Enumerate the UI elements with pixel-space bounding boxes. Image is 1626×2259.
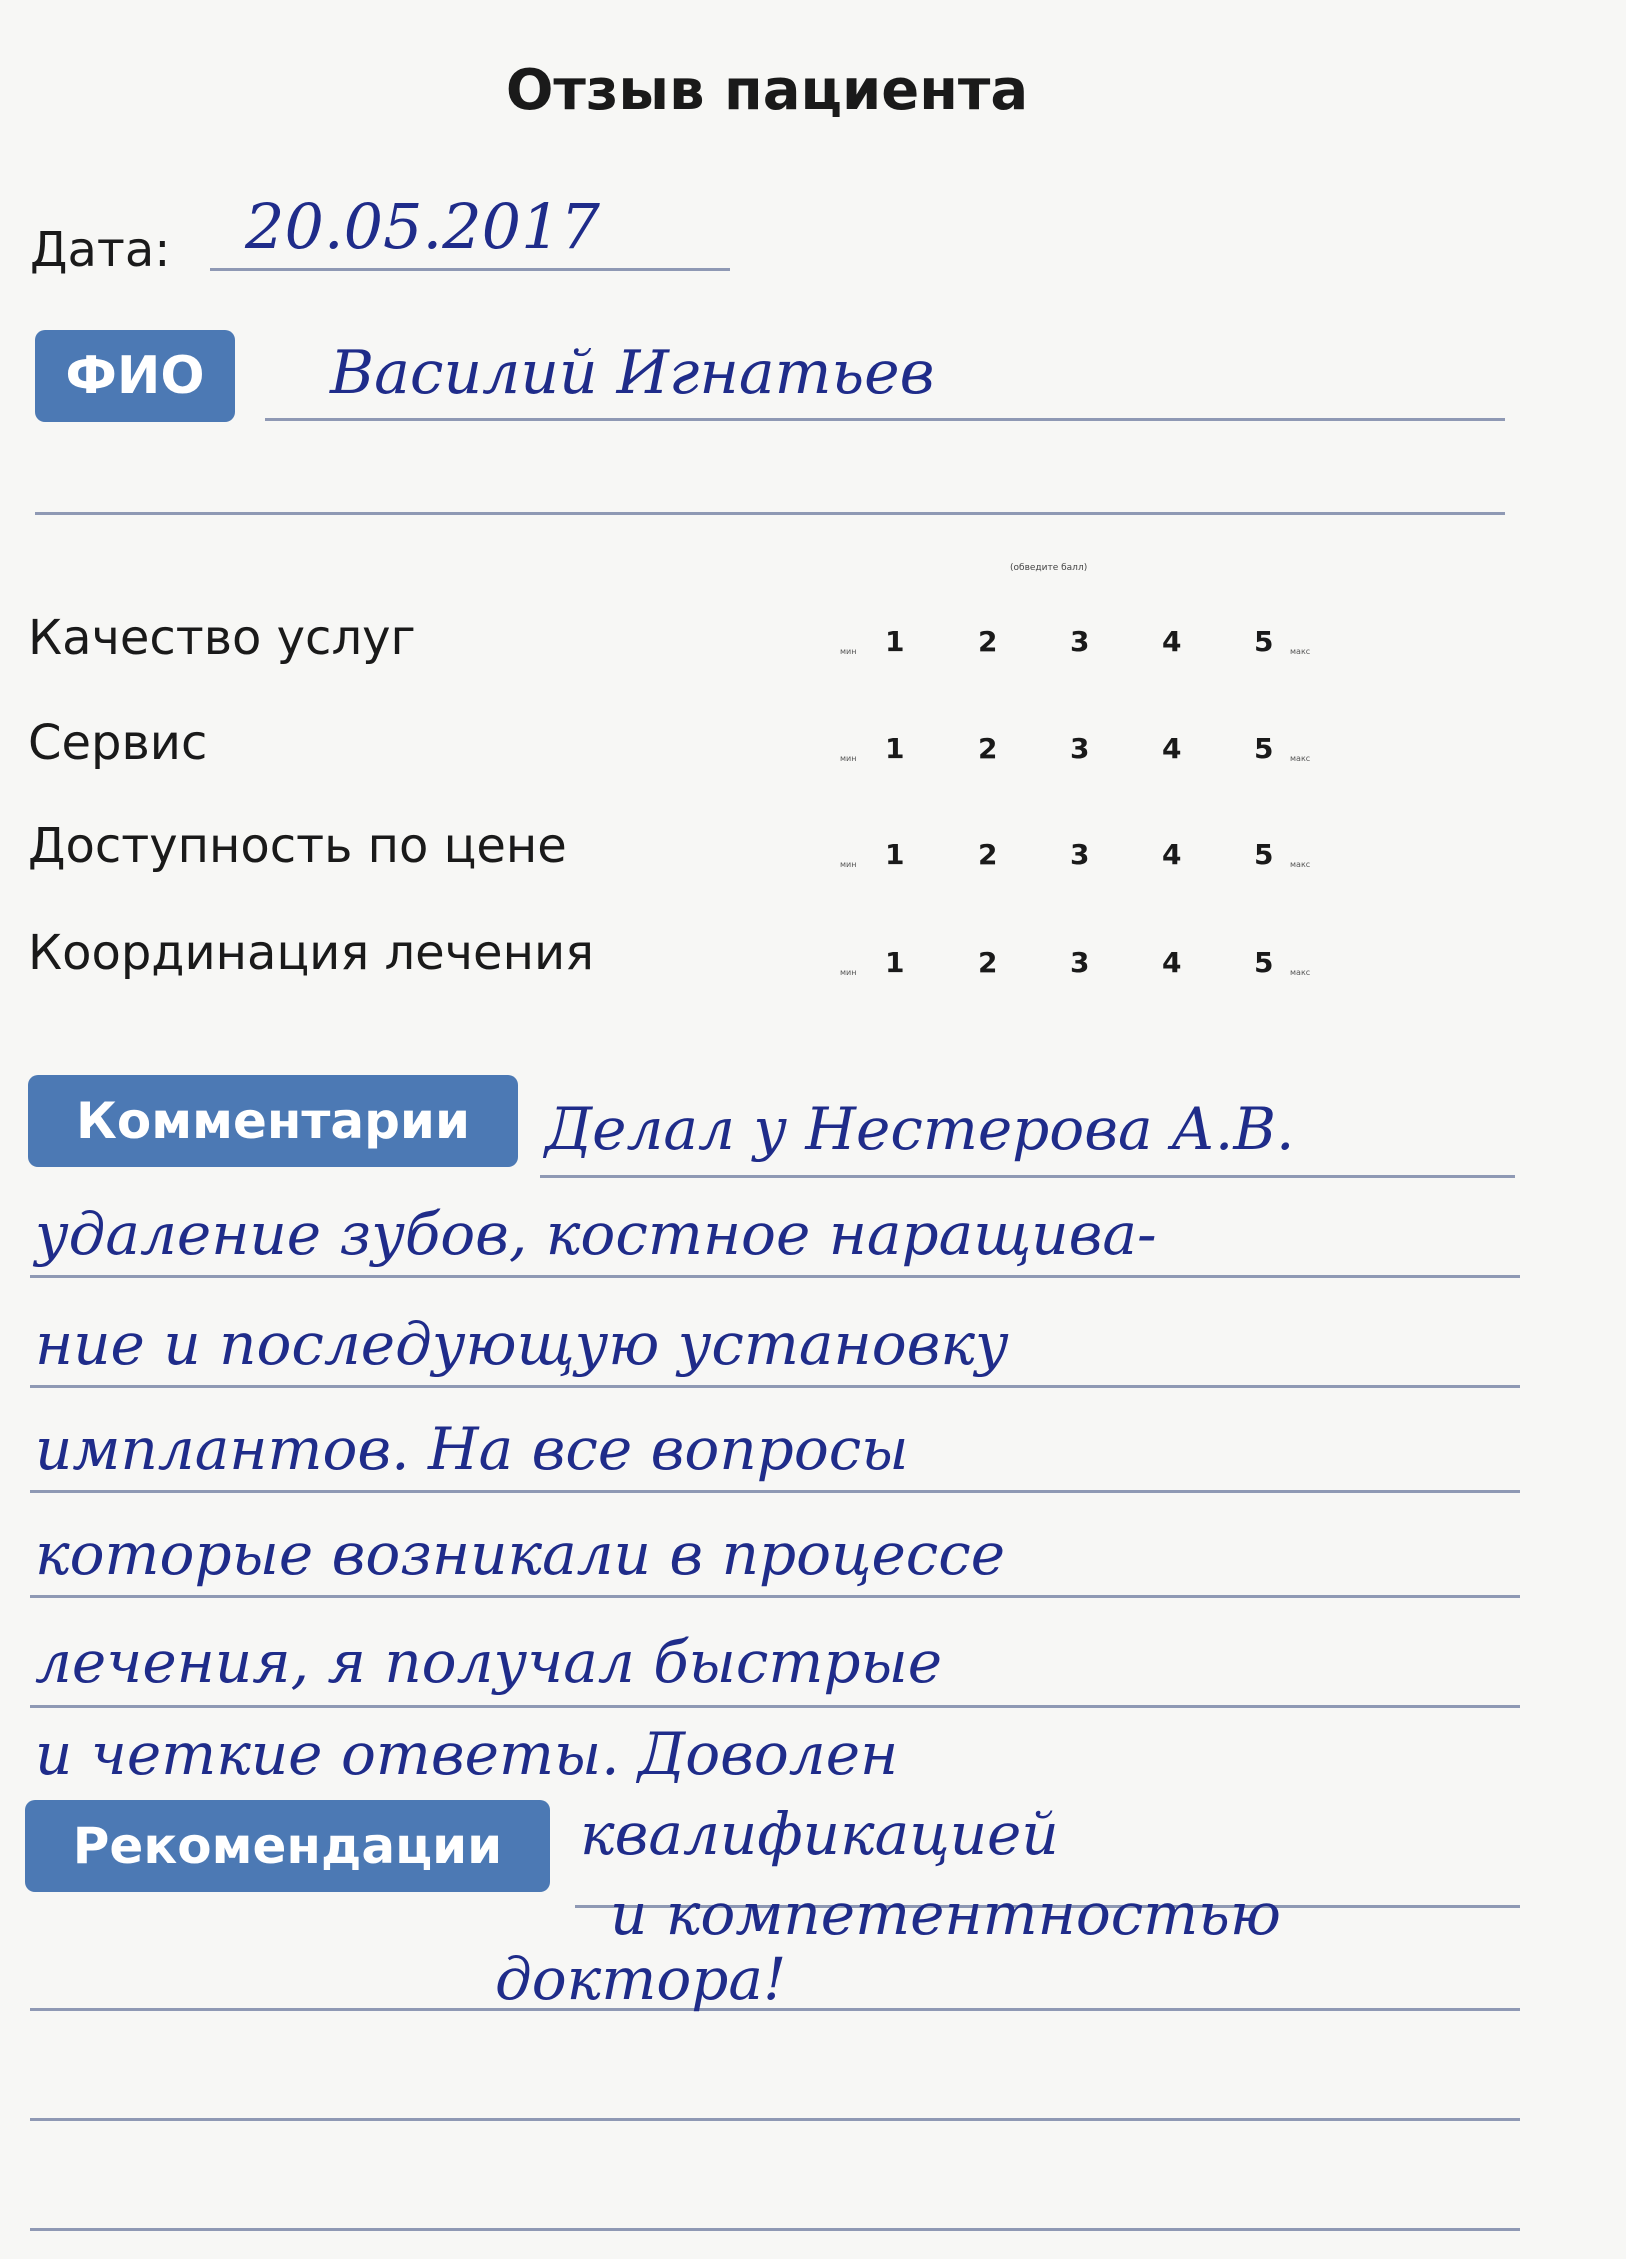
scale-min-label: мин [840, 754, 857, 763]
rating-option-1[interactable]: 1 [885, 838, 905, 871]
rating-option-2[interactable]: 2 [978, 838, 998, 871]
rating-option-3[interactable]: 3 [1070, 838, 1090, 871]
name-line [265, 418, 1505, 421]
rating-scale-service [840, 732, 1340, 782]
comment-line [30, 1595, 1520, 1598]
rating-option-4[interactable]: 4 [1162, 625, 1182, 658]
date-label: Дата: [30, 222, 171, 278]
comments-badge: Комментарии [28, 1075, 518, 1167]
comment-line [30, 1490, 1520, 1493]
rating-option-4[interactable]: 4 [1162, 732, 1182, 765]
recommendation-text-line: квалификацией [580, 1800, 1059, 1868]
rating-option-3[interactable]: 3 [1070, 625, 1090, 658]
scale-max-label: макс [1290, 647, 1311, 656]
comment-text-line: ние и последующую установку [35, 1310, 1009, 1378]
rating-option-5[interactable]: 5 [1254, 838, 1274, 871]
comment-line [30, 1385, 1520, 1388]
scale-min-label: мин [840, 860, 857, 869]
scale-max-label: макс [1290, 754, 1311, 763]
rating-option-2[interactable]: 2 [978, 732, 998, 765]
scale-max-label: макс [1290, 968, 1311, 977]
rating-scale-coordination [840, 946, 1340, 996]
rating-option-2[interactable]: 2 [978, 946, 998, 979]
recommendation-text-line: и компетентностью [610, 1880, 1281, 1948]
name-badge: ФИО [35, 330, 235, 422]
comment-text-line: Делал у Нестерова А.В. [545, 1095, 1295, 1163]
name-extra-line [35, 512, 1505, 515]
date-value: 20.05.2017 [245, 190, 600, 263]
comment-line [30, 1275, 1520, 1278]
comment-text-line: имплантов. На все вопросы [35, 1415, 909, 1483]
comment-text-line: лечения, я получал быстрые [35, 1628, 943, 1696]
rating-option-1[interactable]: 1 [885, 732, 905, 765]
comment-text-line: которые возникали в процессе [35, 1520, 1006, 1588]
comment-text-line: удаление зубов, костное наращива- [35, 1200, 1157, 1268]
scale-max-label: макс [1290, 860, 1311, 869]
rating-option-1[interactable]: 1 [885, 625, 905, 658]
name-value: Василий Игнатьев [330, 338, 935, 408]
rating-label-coordination: Координация лечения [28, 925, 595, 981]
form-title: Отзыв пациента [505, 58, 1029, 123]
rating-option-5[interactable]: 5 [1254, 625, 1274, 658]
rating-option-3[interactable]: 3 [1070, 732, 1090, 765]
scale-min-label: мин [840, 968, 857, 977]
date-line [210, 268, 730, 271]
rating-scale-price [840, 838, 1340, 888]
comment-text-line: и четкие ответы. Доволен [35, 1720, 899, 1788]
rating-option-5[interactable]: 5 [1254, 732, 1274, 765]
rating-option-4[interactable]: 4 [1162, 946, 1182, 979]
rating-label-service: Сервис [28, 715, 208, 771]
rating-option-1[interactable]: 1 [885, 946, 905, 979]
rating-option-2[interactable]: 2 [978, 625, 998, 658]
scale-min-label: мин [840, 647, 857, 656]
recommendation-line [30, 2228, 1520, 2231]
recommendation-line [30, 2118, 1520, 2121]
rating-option-5[interactable]: 5 [1254, 946, 1274, 979]
rating-label-price: Доступность по цене [28, 818, 567, 874]
comment-line [30, 1705, 1520, 1708]
recommendations-badge: Рекомендации [25, 1800, 550, 1892]
rating-label-quality: Качество услуг [28, 610, 416, 666]
comment-line [540, 1175, 1515, 1178]
scale-hint: (обведите балл) [1010, 563, 1088, 573]
rating-option-3[interactable]: 3 [1070, 946, 1090, 979]
recommendation-text-line: доктора! [495, 1945, 787, 2013]
rating-scale-quality [840, 625, 1340, 675]
rating-option-4[interactable]: 4 [1162, 838, 1182, 871]
